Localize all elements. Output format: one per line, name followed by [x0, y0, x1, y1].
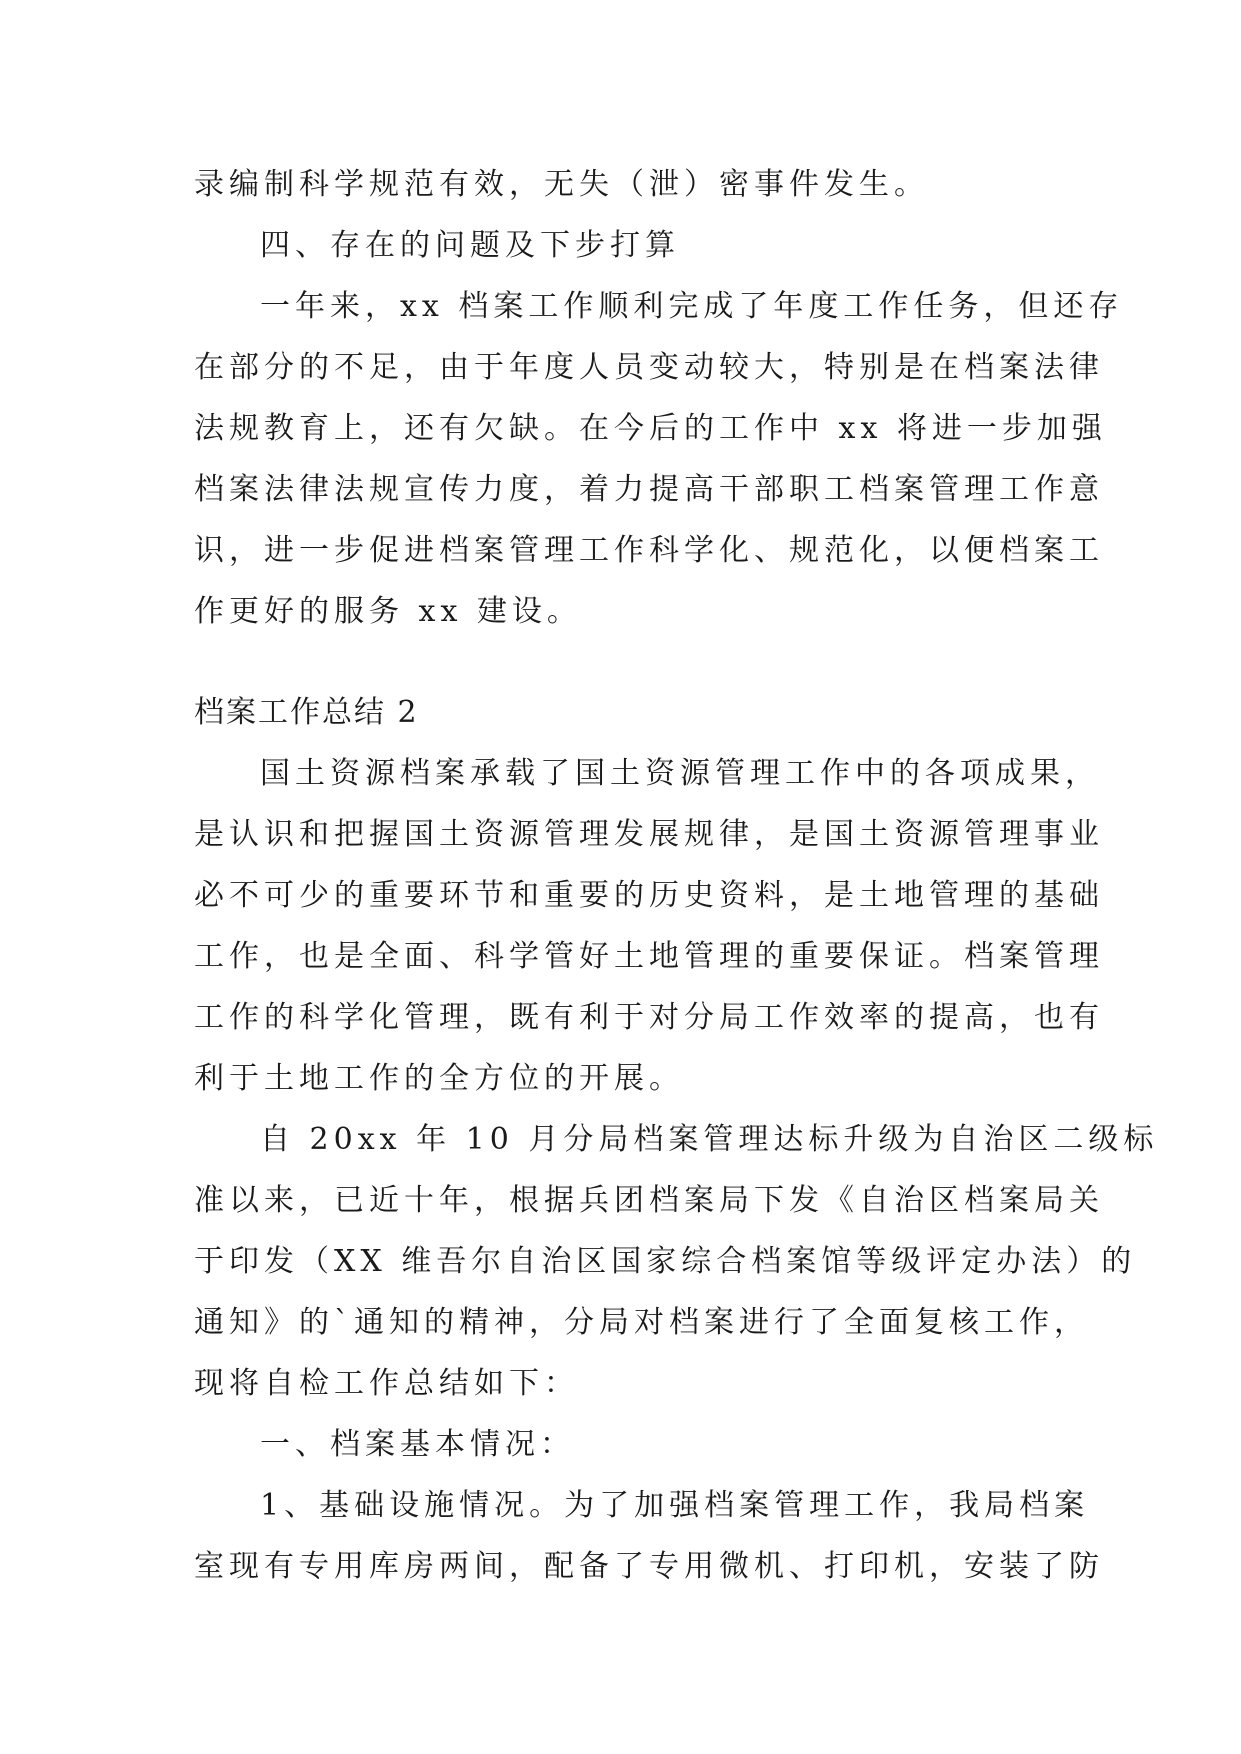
- text-line: 工作，也是全面、科学管好土地管理的重要保证。档案管理: [194, 939, 1104, 974]
- text-line: 识，进一步促进档案管理工作科学化、规范化，以便档案工: [194, 533, 1104, 568]
- text-line: 法规教育上，还有欠缺。在今后的工作中 xx 将进一步加强: [194, 411, 1107, 446]
- text-line: 作更好的服务 xx 建设。: [194, 594, 582, 629]
- text-line: 国土资源档案承载了国土资源管理工作中的各项成果，: [260, 756, 1100, 791]
- text-line: 1、基础设施情况。为了加强档案管理工作，我局档案: [260, 1488, 1090, 1523]
- text-line: 工作的科学化管理，既有利于对分局工作效率的提高，也有: [194, 1000, 1104, 1035]
- text-line: 于印发（XX 维吾尔自治区国家综合档案馆等级评定办法）的: [194, 1244, 1137, 1279]
- text-line: 必不可少的重要环节和重要的历史资料，是土地管理的基础: [194, 878, 1104, 913]
- text-line: 准以来，已近十年，根据兵团档案局下发《自治区档案局关: [194, 1183, 1104, 1218]
- text-line: 是认识和把握国土资源管理发展规律，是国土资源管理事业: [194, 817, 1104, 852]
- text-line: 档案法律法规宣传力度，着力提高干部职工档案管理工作意: [194, 472, 1104, 507]
- section-heading: 一、档案基本情况：: [260, 1427, 575, 1462]
- text-line: 一年来，xx 档案工作顺利完成了年度工作任务，但还存: [260, 289, 1124, 324]
- text-line: 在部分的不足，由于年度人员变动较大，特别是在档案法律: [194, 350, 1104, 385]
- text-line: 现将自检工作总结如下：: [194, 1366, 579, 1401]
- document-title: 档案工作总结 2: [194, 695, 419, 730]
- text-line: 室现有专用库房两间，配备了专用微机、打印机，安装了防: [194, 1549, 1104, 1584]
- text-line: 录编制科学规范有效，无失（泄）密事件发生。: [194, 167, 929, 202]
- text-line: 通知》的`通知的精神，分局对档案进行了全面复核工作，: [194, 1305, 1089, 1340]
- section-heading: 四、存在的问题及下步打算: [260, 228, 680, 263]
- text-line: 利于土地工作的全方位的开展。: [194, 1061, 684, 1096]
- text-line: 自 20xx 年 10 月分局档案管理达标升级为自治区二级标: [260, 1122, 1159, 1157]
